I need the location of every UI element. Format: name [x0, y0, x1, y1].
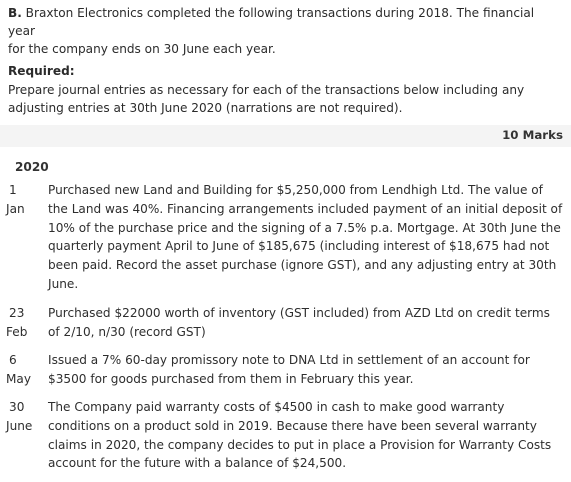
transaction-entry-feb-23 — [6, 304, 566, 342]
entry-date — [6, 398, 48, 473]
entry-day: 23 — [9, 306, 25, 320]
entry-month: May — [6, 371, 32, 386]
entry-month: June — [6, 418, 33, 433]
entry-line: 10% of the purchase price and the signing of a 7.5% p.a. Mortgage. At 30th June the — [48, 220, 561, 235]
required-instructions — [8, 81, 564, 117]
question-label: B. — [8, 6, 22, 20]
entry-description — [48, 351, 566, 389]
entry-day: 1 — [9, 183, 17, 197]
entry-date — [6, 304, 48, 342]
transaction-entry-june-30 — [6, 398, 566, 473]
required-heading: Required: — [8, 64, 75, 78]
entry-description — [48, 398, 566, 473]
entry-month: Feb — [6, 324, 28, 339]
required-line-1: Prepare journal entries as necessary for each of the transactions below including any — [8, 83, 525, 97]
entry-line: of 2/10, n/30 (record GST) — [48, 324, 206, 339]
entry-line: conditions on a product sold in 2019. Because there have been several warranty — [48, 418, 537, 433]
entry-line: account for the future with a balance of $24,500. — [48, 456, 347, 471]
entry-line: Issued a 7% 60-day promissory note to DNA Ltd in settlement of an account for — [48, 353, 530, 367]
entry-date — [6, 181, 48, 294]
entry-line: claims in 2020, the company decides to put in place a Provision for Warranty Costs — [48, 437, 552, 452]
entry-month: Jan — [6, 201, 25, 216]
entry-line: quarterly payment April to June of $185,675 (including interest of $18,675 had not — [48, 239, 550, 254]
entry-day: 30 — [9, 400, 25, 414]
transaction-entry-jan-1 — [6, 181, 566, 294]
entry-line: been paid. Record the asset purchase (ignore GST), and any adjusting entry at 30th — [48, 258, 557, 273]
marks-label: 10 Marks — [502, 128, 563, 142]
entry-day: 6 — [9, 353, 17, 367]
year-heading: 2020 — [15, 160, 49, 174]
entry-line: The Company paid warranty costs of $4500 in cash to make good warranty — [48, 400, 505, 414]
entry-line: $3500 for goods purchased from them in February this year. — [48, 371, 414, 386]
entry-description — [48, 304, 566, 342]
entry-line: Purchased new Land and Building for $5,250,000 from Lendhigh Ltd. The value of — [48, 183, 543, 197]
entry-line: June. — [48, 276, 79, 291]
entry-description — [48, 181, 566, 294]
intro-line-2: for the company ends on 30 June each year. — [8, 42, 276, 56]
entry-line: Purchased $22000 worth of inventory (GST included) from AZD Ltd on credit terms — [48, 306, 550, 320]
entry-line: the Land was 40%. Financing arrangements included payment of an initial deposit of — [48, 201, 563, 216]
entry-date — [6, 351, 48, 389]
required-line-2: adjusting entries at 30th June 2020 (narrations are not required). — [8, 101, 403, 115]
marks-row — [0, 125, 571, 147]
intro-line-1: Braxton Electronics completed the following transactions during 2018. The financial year — [8, 6, 535, 38]
intro-paragraph — [8, 4, 564, 58]
transaction-entry-may-6 — [6, 351, 566, 389]
